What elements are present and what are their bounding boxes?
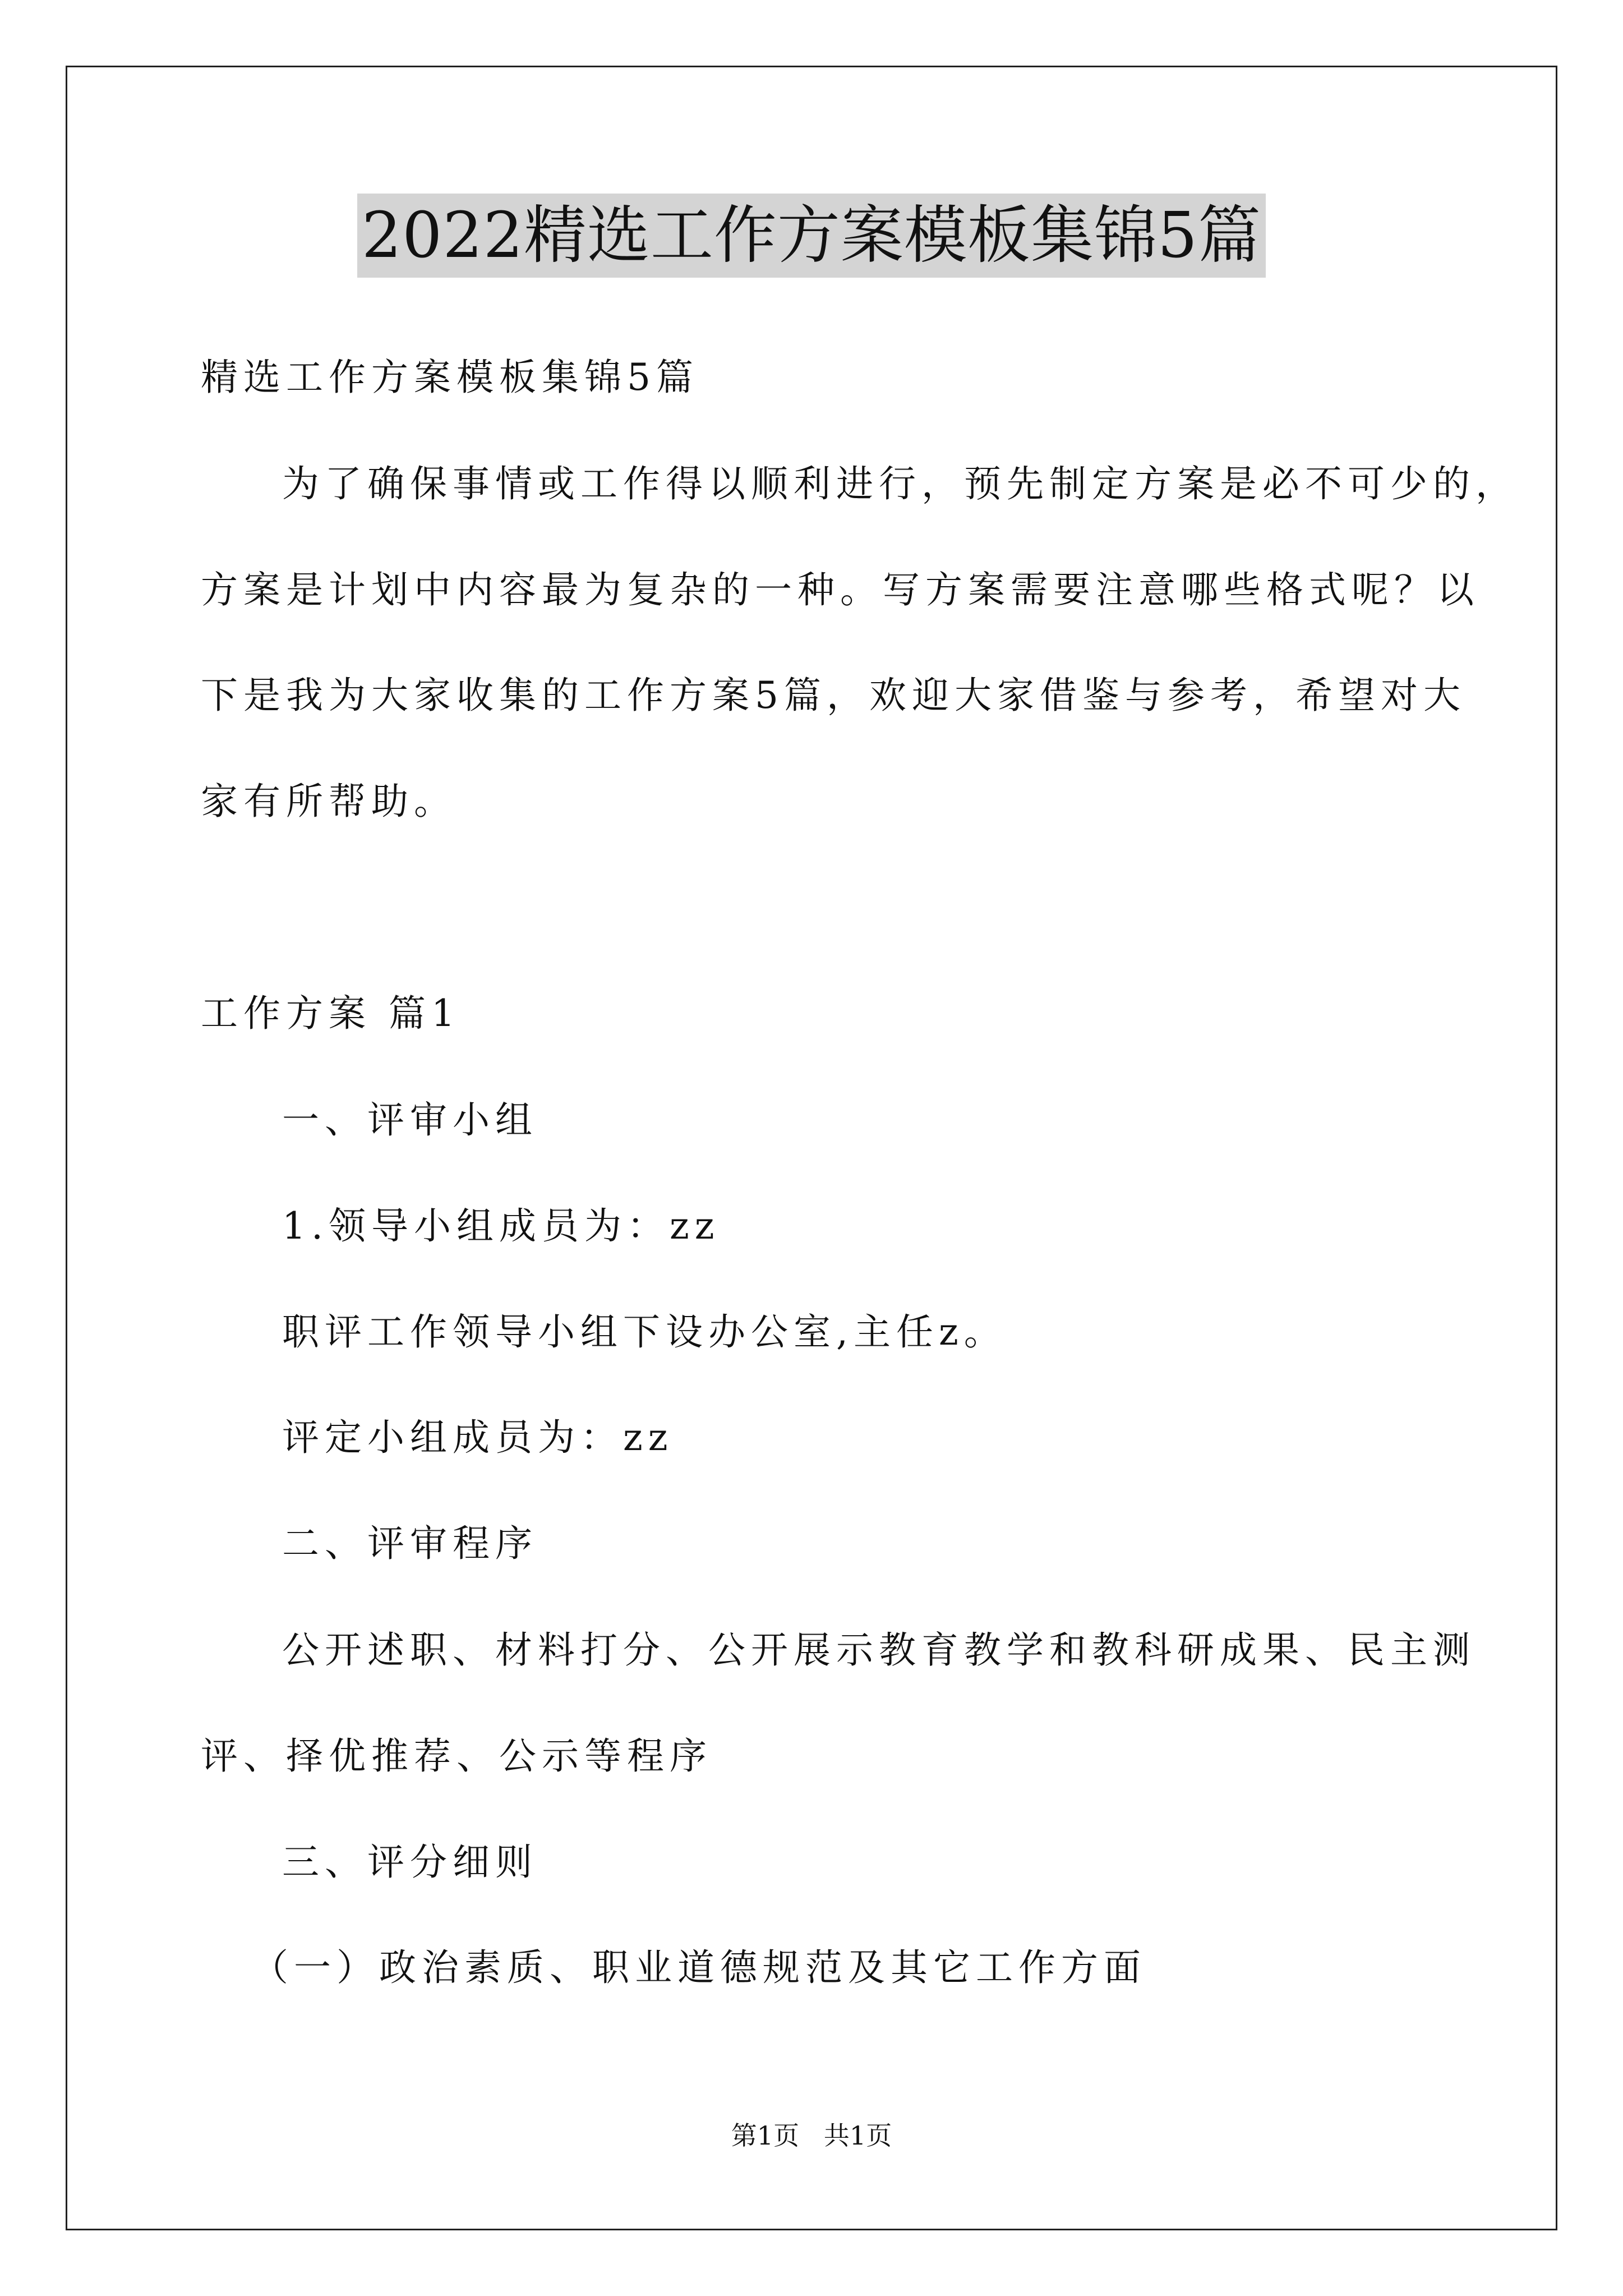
list-item-office: 职评工作领导小组下设办公室,主任z。 (282, 1310, 1007, 1354)
section-heading: 工作方案 篇1 (201, 992, 460, 1035)
document-title (0, 194, 1623, 278)
page-footer: 第1页 共1页 (731, 2120, 892, 2151)
document-title-text: 2022精选工作方案模板集锦5篇 (357, 194, 1266, 278)
list-item-scoring-rules: 三、评分细则 (282, 1841, 538, 1884)
intro-line-1: 为了确保事情或工作得以顺利进行，预先制定方案是必不可少的， (282, 462, 1518, 505)
list-item-leadership-members: 1.领导小组成员为：zz (282, 1204, 720, 1248)
procedure-line-2: 评、择优推荐、公示等程序 (201, 1734, 712, 1778)
procedure-line-1: 公开述职、材料打分、公开展示教育教学和教科研成果、民主测 (282, 1628, 1476, 1672)
intro-line-4: 家有所帮助。 (201, 780, 457, 823)
list-item-review-procedure: 二、评审程序 (282, 1522, 538, 1565)
list-item-review-group: 一、评审小组 (282, 1098, 538, 1142)
list-item-evaluation-members: 评定小组成员为：zz (282, 1416, 674, 1459)
document-subtitle: 精选工作方案模板集锦5篇 (201, 356, 699, 399)
intro-line-2: 方案是计划中内容最为复杂的一种。写方案需要注意哪些格式呢？以 (201, 568, 1479, 611)
intro-line-3: 下是我为大家收集的工作方案5篇，欢迎大家借鉴与参考，希望对大 (201, 674, 1466, 717)
list-item-political-quality: （一）政治素质、职业道德规范及其它工作方面 (251, 1946, 1146, 1989)
